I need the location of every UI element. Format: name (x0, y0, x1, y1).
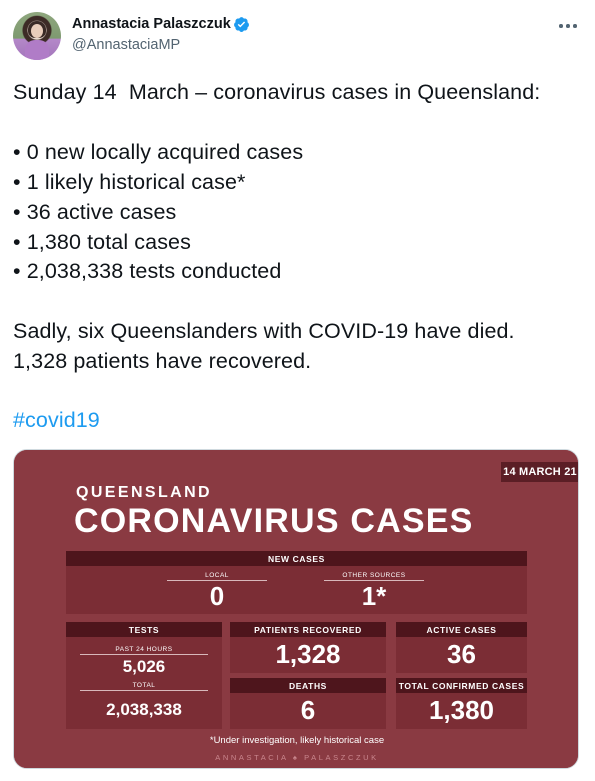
new-cases-panel (66, 566, 527, 614)
tweet-text-line: Sunday 14 March – coronavirus cases in Queensland: (13, 80, 541, 104)
local-value: 0 (209, 581, 225, 611)
brand-logo: ANNASTACIA ♠ PALASZCZUK (215, 753, 379, 762)
local-label: LOCAL (205, 572, 229, 579)
total-label: TOTAL (132, 682, 156, 689)
total-confirmed-value: 1,380 (428, 695, 495, 725)
tweet-text-line: 1,328 patients have recovered. (13, 349, 312, 373)
author-handle[interactable]: @AnnastaciaMP (72, 37, 181, 53)
other-sources-label: OTHER SOURCES (342, 572, 406, 579)
avatar[interactable] (13, 12, 61, 60)
infographic-image[interactable] (13, 449, 579, 769)
tweet-text-line: • 2,038,338 tests conducted (13, 259, 282, 283)
tweet-text-line: • 36 active cases (13, 200, 177, 224)
tweet-text-line: Sadly, six Queenslanders with COVID-19 have died. (13, 319, 515, 343)
active-cases-header: ACTIVE CASES (396, 622, 527, 637)
avatar-face (31, 24, 43, 38)
tests-header: TESTS (66, 622, 222, 637)
avatar-body (25, 40, 49, 60)
recovered-value: 1,328 (275, 639, 341, 669)
divider (80, 690, 208, 691)
deaths-value: 6 (300, 695, 316, 725)
tests-total-value: 2,038,338 (106, 700, 182, 719)
active-cases-value: 36 (447, 639, 476, 669)
tests-past-24-hours-value: 5,026 (122, 657, 166, 676)
tweet-text-line: • 1,380 total cases (13, 230, 191, 254)
author-name[interactable]: Annastacia Palaszczuk (72, 16, 231, 32)
more-options-icon[interactable] (556, 14, 580, 38)
past-24-hours-label: PAST 24 HOURS (115, 646, 173, 653)
deaths-header: DEATHS (230, 678, 386, 693)
hashtag-link[interactable]: #covid19 (13, 408, 100, 432)
divider (80, 654, 208, 655)
other-sources-value: 1* (361, 581, 387, 611)
footnote: *Under investigation, likely historical case (209, 735, 385, 746)
total-confirmed-header: TOTAL CONFIRMED CASES (396, 678, 527, 693)
recovered-header: PATIENTS RECOVERED (230, 622, 386, 637)
infographic-canvas (14, 450, 579, 769)
tweet-text-line: • 0 new locally acquired cases (13, 140, 304, 164)
infographic-title: CORONAVIRUS CASES (74, 502, 474, 540)
date-badge: 14 MARCH 21 (501, 462, 579, 482)
new-cases-header: NEW CASES (66, 551, 527, 566)
tweet-text-line: • 1 likely historical case* (13, 170, 246, 194)
verified-badge-icon (233, 16, 250, 33)
infographic-subtitle: QUEENSLAND (76, 484, 213, 501)
